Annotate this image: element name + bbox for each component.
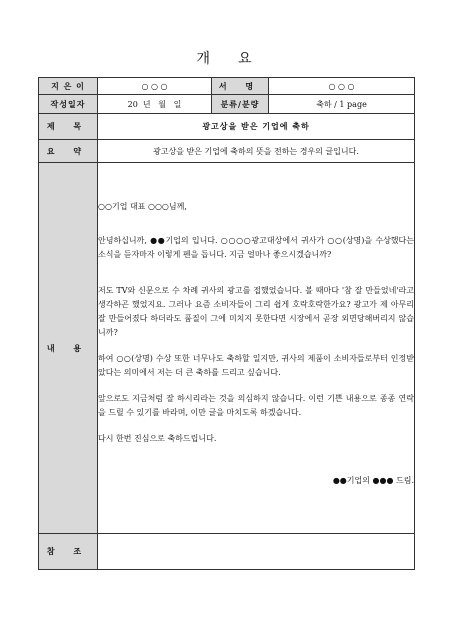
- category-value[interactable]: 축하 / 1 page: [269, 95, 415, 114]
- author-label: 지 은 이: [39, 78, 98, 95]
- paragraph-3: 하여 ○○(상명) 수상 또한 너무나도 축하할 일지만, 귀사의 제품이 소비자들로부터 인정받았다는 의미에서 저는 더 큰 축하를 드리고 싶습니다.: [98, 354, 414, 377]
- paragraph-4: 앞으로도 지금처럼 잘 하시리라는 것을 의심하지 않습니다. 이런 기쁜 내용으로 종종 연락을 드릴 수 있기를 바라며, 이만 글을 마치도록 하겠습니다.: [98, 394, 414, 417]
- row-body: [39, 163, 415, 534]
- paragraph-1: 안녕하십니까, ●●기업의 입니다. ○○○○광고대상에서 귀사가 ○○(상명)을 수상했다는 소식을 듣자마자 이렇게 펜을 듭니다. 지금 얼마나 좋으시겠습니까?: [98, 236, 414, 259]
- category-label: 분류/분량: [212, 95, 269, 114]
- date-label: 작성일자: [39, 95, 98, 114]
- paragraph-5: 다시 한번 진심으로 축하드립니다.: [98, 434, 217, 443]
- row-author: [39, 78, 415, 95]
- summary-value[interactable]: 광고상을 받은 기업에 축하의 뜻을 전하는 경우의 글입니다.: [98, 140, 415, 163]
- author-value[interactable]: ○ ○ ○: [98, 78, 212, 95]
- note-label: 참 조: [39, 534, 98, 570]
- subject-value[interactable]: 광고상을 받은 기업에 축하: [98, 114, 415, 140]
- subject-label: 제 목: [39, 114, 98, 140]
- greeting-text: ○○기업 대표 ○○○님께,: [98, 202, 187, 211]
- title-char-2: 요: [238, 51, 254, 67]
- row-subject: [39, 114, 415, 140]
- page-title: [0, 48, 450, 68]
- overview-form-table: [38, 77, 415, 570]
- summary-label: 요 약: [39, 140, 98, 163]
- body-label: 내 용: [39, 163, 98, 534]
- date-value[interactable]: 20 년 월 일: [98, 95, 212, 114]
- closing-signature: ●●기업의 ●●● 드림.: [332, 476, 414, 485]
- body-content[interactable]: [98, 163, 415, 534]
- row-summary: [39, 140, 415, 163]
- paragraph-2: 저도 TV와 신문으로 수 차례 귀사의 광고를 접했었습니다. 볼 때마다 '참 잘 만들었네'라고 생각하곤 했었지요. 그러나 요즘 소비자들이 그리 쉽게 호락호락한가요? 광고가 제 아무리 잘 만들어졌다 하더라도 품질이 그에 미치지 못한다면 시장에서 곧장 외면당해버리지 않습니까?: [98, 286, 414, 337]
- signature-label: 서 명: [212, 78, 269, 95]
- signature-value[interactable]: ○ ○ ○: [269, 78, 415, 95]
- title-char-1: 개: [196, 51, 212, 67]
- note-value[interactable]: [98, 534, 415, 570]
- row-date: [39, 95, 415, 114]
- row-note: [39, 534, 415, 570]
